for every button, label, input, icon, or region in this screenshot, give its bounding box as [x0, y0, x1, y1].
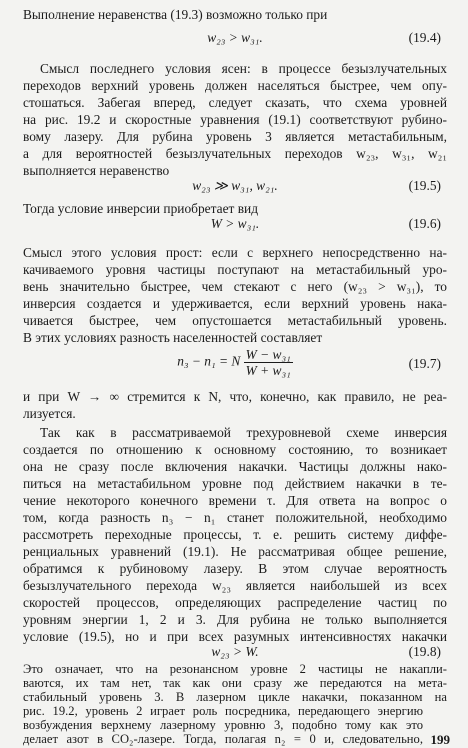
text-line: В этих условиях разность населенностей составляет	[23, 330, 323, 345]
text-line: уровням энергии 1, 2 и 3. Для рубина не только выполняется	[23, 612, 447, 627]
equation-formula: w₂₃ > W.	[211, 644, 259, 659]
text-line: ренциальных уравнений (19.1). Не рассматривая общее решение,	[23, 544, 447, 559]
text-line: рис. 19.2, уровень 2 играет роль посредника, передающего энергию	[23, 704, 423, 718]
text-line: обратимся к рубиновому лазеру. В этом случае вероятность	[23, 561, 447, 576]
equation-19-5	[23, 176, 447, 196]
text-line: возбуждения верхнему лазерному уровню 3, подобно тому как это	[23, 718, 423, 732]
text-line: вому лазеру. Для рубина уровень 3 является метастабильным,	[23, 129, 447, 144]
text-line: Так как в рассматриваемой трехуровневой схеме инверсия	[40, 425, 447, 440]
equation-formula: w₂₃ > w₃₁.	[207, 30, 263, 45]
text-line: переходов верхний уровень должен населяться быстрее, чем опу-	[23, 78, 447, 93]
text-line: безызлучательного перехода w₂₃ является наибольшей из всех	[23, 578, 447, 593]
equation-lhs: n₃ − n₁ = N	[177, 353, 241, 369]
text-line: на рис. 19.2 и скоростные уравнения (19.1) соответствуют рубино-	[23, 112, 447, 127]
equation-19-4	[23, 28, 447, 48]
text-line: питься на метастабильном уровне под действием накачки в те-	[23, 476, 447, 491]
equation-number: (19.7)	[408, 356, 441, 371]
text-line: лизуется.	[23, 406, 76, 421]
text-line: стошаться. Забегая вперед, следует сказать, что схема уровней	[23, 95, 447, 110]
equation-number: (19.6)	[408, 216, 441, 231]
equation-19-6	[23, 214, 447, 234]
text-line: скоростей процессов, определяющих распределение частиц по	[23, 595, 447, 610]
text-line: создается по отношению к основному состоянию, то возникает	[23, 442, 447, 457]
equation-formula	[23, 347, 447, 378]
text-line: и при W → ∞ стремится к N, что, конечно, как правило, не реа-	[23, 389, 447, 404]
equation-formula: W > w₃₁.	[210, 216, 260, 231]
text-line: делает азот в CO₂-лазере. Тогда, полагая n₂ = 0 и, следовательно,	[23, 732, 423, 746]
text-line: Смысл этого условия прост: если с верхнего непосредственно на-	[23, 245, 447, 260]
text-line: условие (19.5), но и при всех разумных интенсивностях накачки	[23, 629, 447, 644]
text-line: инверсия создается и удерживается, если верхний уровень нака-	[23, 296, 447, 311]
equation-number: (19.4)	[408, 30, 441, 45]
text-line: стабильный уровень 3. В лазерном цикле накачки, показанном на	[23, 690, 447, 704]
text-line: вень значительно быстрее, чем стекают с него (w₂₃ > w₃₁), то	[23, 279, 447, 294]
text-line: она не сразу после включения накачки. Частицы должны нако-	[23, 459, 447, 474]
text-line: том, когда разность n₃ − n₁ станет положительной, необходимо	[23, 510, 447, 525]
equation-number: (19.5)	[408, 178, 441, 193]
text-line: чивается быстрее, чем опустошается метастабильный уровень.	[23, 313, 447, 328]
equation-number: (19.8)	[408, 644, 441, 659]
equation-19-8	[23, 642, 447, 662]
fraction-denominator: W + w₃₁	[245, 363, 291, 378]
fraction	[244, 347, 293, 378]
text-line: Это означает, что на резонансном уровне 2 частицы не накапли-	[23, 662, 447, 676]
text-line: рассмотреть переходные процессы, т. е. решить систему диффе-	[23, 527, 447, 542]
fraction-numerator: W − w₃₁	[245, 347, 291, 362]
text-line: качиваемого уровня частицы поступают на метастабильный уро-	[23, 262, 447, 277]
equation-formula: w₂₃ ≫ w₃₁, w₂₁.	[192, 178, 278, 193]
text-line: чение некоторого конечного времени τ. Для ответа на вопрос о	[23, 493, 447, 508]
text-line: Тогда условие инверсии приобретает вид	[23, 201, 259, 216]
page-number: 199	[430, 732, 450, 747]
text-line: Смысл последнего условия ясен: в процессе безызлучательных	[40, 61, 447, 76]
text-line: а для вероятностей безызлучательных переходов w₂₃, w₃₁, w₂₁	[23, 146, 447, 161]
text-line: ваются, их там нет, так как они сразу же передаются на мета-	[23, 676, 447, 690]
text-line: выполняется неравенство	[23, 163, 170, 178]
equation-19-7	[23, 347, 447, 383]
text-line: Выполнение неравенства (19.3) возможно только при	[23, 7, 328, 22]
